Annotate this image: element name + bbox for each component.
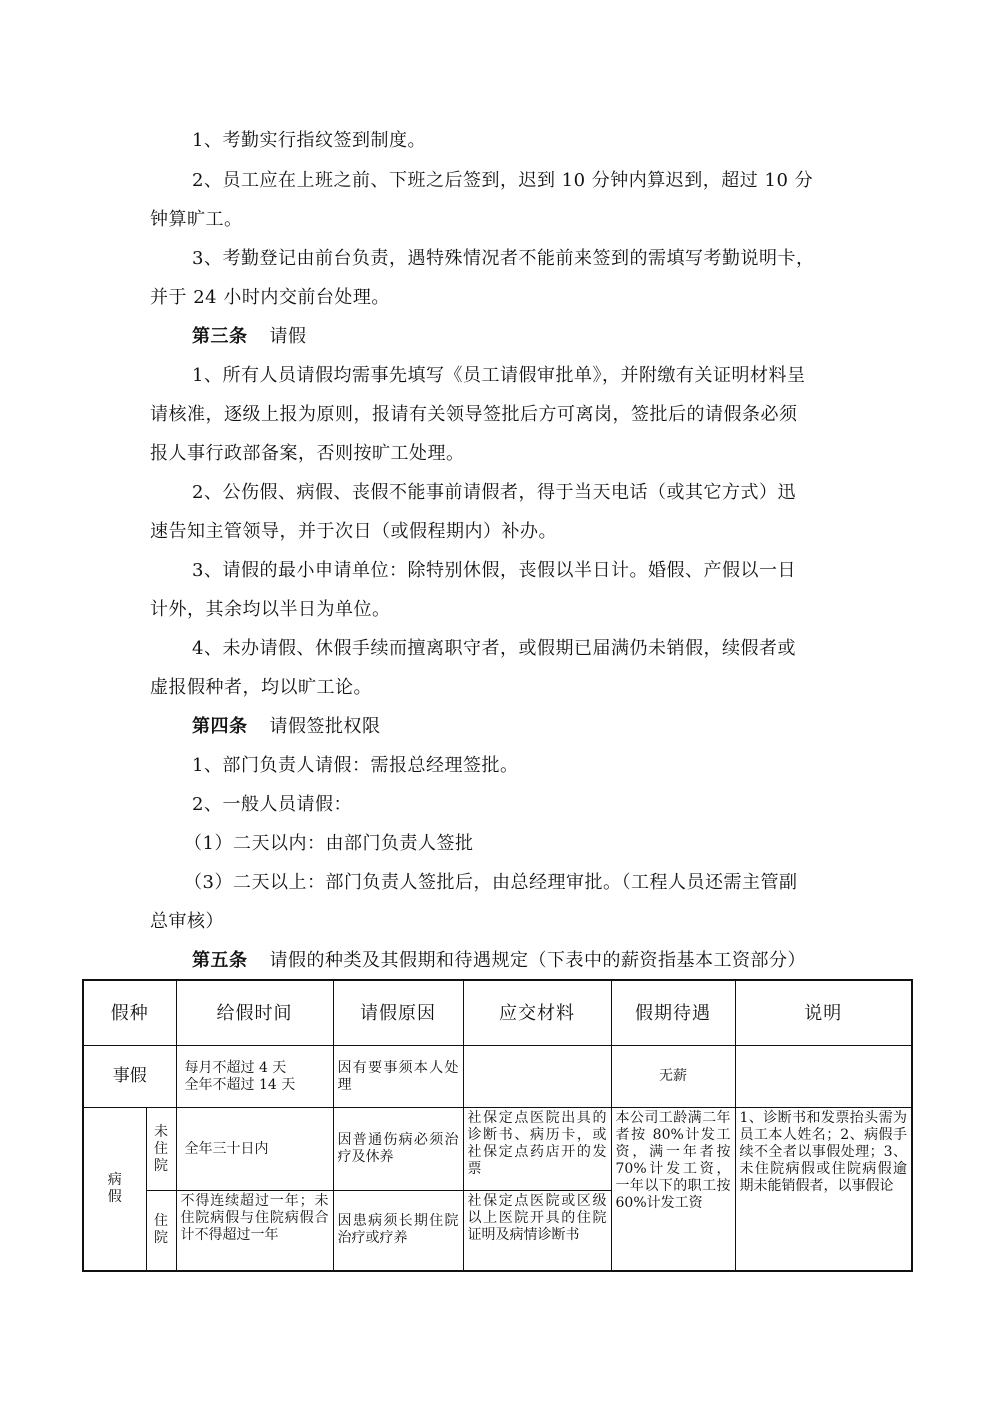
cell-sick-leave-type bbox=[83, 1108, 146, 1271]
cell-outpatient-time: 全年三十日内 bbox=[176, 1108, 333, 1191]
header-leave-type: 假种 bbox=[83, 980, 176, 1046]
paragraph: 1、所有人员请假均需事先填写《员工请假审批单》，并附缴有关证明材料呈 bbox=[192, 365, 806, 386]
sick-leave-char-1: 病 bbox=[107, 1171, 122, 1188]
cell-personal-leave-type: 事假 bbox=[83, 1046, 176, 1108]
time-limit-year: 全年不超过 14 天 bbox=[184, 1076, 296, 1093]
paragraph: 并于 24 小时内交前台处理。 bbox=[150, 287, 390, 308]
cell-personal-leave-time bbox=[176, 1046, 333, 1108]
article-3-heading bbox=[192, 324, 307, 350]
cell-personal-leave-treatment: 无薪 bbox=[611, 1046, 735, 1108]
inpatient-char-2: 院 bbox=[154, 1230, 168, 1247]
paragraph: 2、公伤假、病假、丧假不能事前请假者，得于当天电话（或其它方式）迅 bbox=[192, 482, 796, 503]
cell-inpatient-label bbox=[146, 1191, 176, 1271]
paragraph: 速告知主管领导，并于次日（或假程期内）补办。 bbox=[150, 521, 557, 542]
paragraph: 1、部门负责人请假：需报总经理签批。 bbox=[192, 755, 519, 776]
table-row-sick-outpatient bbox=[83, 1108, 912, 1191]
cell-inpatient-time: 不得连续超过一年；未住院病假与住院病假合计不得超过一年 bbox=[176, 1191, 333, 1271]
header-notes: 说明 bbox=[735, 980, 912, 1046]
outpatient-char-3: 院 bbox=[154, 1157, 168, 1174]
paragraph: 3、请假的最小申请单位：除特别休假，丧假以半日计。婚假、产假以一日 bbox=[192, 560, 796, 581]
paragraph: 4、未办请假、休假手续而擅离职守者，或假期已届满仍未销假，续假者或 bbox=[192, 638, 796, 659]
article-title: 第三条 bbox=[192, 326, 248, 347]
paragraph: 总审核） bbox=[150, 911, 224, 932]
cell-inpatient-reason: 因患病须长期住院治疗或疗养 bbox=[333, 1191, 463, 1271]
paragraph: 请核准，逐级上报为原则，报请有关领导签批后方可离岗，签批后的请假条必须 bbox=[150, 404, 798, 425]
article-name: 请假签批权限 bbox=[269, 716, 381, 737]
cell-sick-treatment: 本公司工龄满二年者按 80%计发工资，满一年者按 70%计发工资，一年以下的职工按 60%计发工资 bbox=[611, 1108, 735, 1271]
outpatient-char-1: 未 bbox=[154, 1123, 168, 1140]
article-name: 请假的种类及其假期和待遇规定（下表中的薪资指基本工资部分） bbox=[269, 950, 806, 971]
sick-leave-char-2: 假 bbox=[107, 1188, 122, 1205]
paragraph: （1）二天以内：由部门负责人签批 bbox=[184, 833, 474, 854]
cell-personal-leave-note bbox=[735, 1046, 912, 1108]
paragraph: 钟算旷工。 bbox=[150, 209, 243, 230]
paragraph: 1、考勤实行指纹签到制度。 bbox=[192, 130, 426, 151]
leave-types-table bbox=[82, 979, 913, 1272]
cell-outpatient-materials: 社保定点医院出具的诊断书、病历卡，或社保定点药店开的发票 bbox=[463, 1108, 611, 1191]
cell-outpatient-label bbox=[146, 1108, 176, 1191]
article-5-heading bbox=[192, 948, 806, 974]
time-limit-month: 每月不超过 4 天 bbox=[184, 1059, 287, 1076]
paragraph: 虚报假种者，均以旷工论。 bbox=[150, 677, 372, 698]
paragraph: 3、考勤登记由前台负责，遇特殊情况者不能前来签到的需填写考勤说明卡， bbox=[192, 248, 815, 269]
cell-sick-note: 1、诊断书和发票抬头需为员工本人姓名；2、病假手续不全者以事假处理；3、未住院病假或住院病假逾期未能销假者，以事假论 bbox=[735, 1108, 912, 1271]
outpatient-char-2: 住 bbox=[154, 1140, 168, 1157]
paragraph: （3）二天以上：部门负责人签批后，由总经理审批。（工程人员还需主管副 bbox=[184, 872, 798, 893]
header-materials: 应交材料 bbox=[463, 980, 611, 1046]
header-grant-time: 给假时间 bbox=[176, 980, 333, 1046]
cell-personal-leave-reason: 因有要事须本人处理 bbox=[333, 1046, 463, 1108]
header-treatment: 假期待遇 bbox=[611, 980, 735, 1046]
header-reason: 请假原因 bbox=[333, 980, 463, 1046]
cell-inpatient-materials: 社保定点医院或区级以上医院开具的住院证明及病情诊断书 bbox=[463, 1191, 611, 1271]
paragraph: 计外，其余均以半日为单位。 bbox=[150, 599, 391, 620]
paragraph: 报人事行政部备案，否则按旷工处理。 bbox=[150, 443, 465, 464]
table-row-personal-leave bbox=[83, 1046, 912, 1108]
table-header-row bbox=[83, 980, 912, 1046]
cell-personal-leave-materials bbox=[463, 1046, 611, 1108]
inpatient-char-1: 住 bbox=[154, 1213, 168, 1230]
article-4-heading bbox=[192, 714, 381, 740]
paragraph: 2、一般人员请假： bbox=[192, 794, 352, 815]
cell-outpatient-reason: 因普通伤病必须治疗及休养 bbox=[333, 1108, 463, 1191]
article-title: 第五条 bbox=[192, 950, 248, 971]
article-name: 请假 bbox=[269, 326, 307, 347]
article-title: 第四条 bbox=[192, 716, 248, 737]
paragraph: 2、员工应在上班之前、下班之后签到，迟到 10 分钟内算迟到，超过 10 分 bbox=[192, 170, 814, 191]
